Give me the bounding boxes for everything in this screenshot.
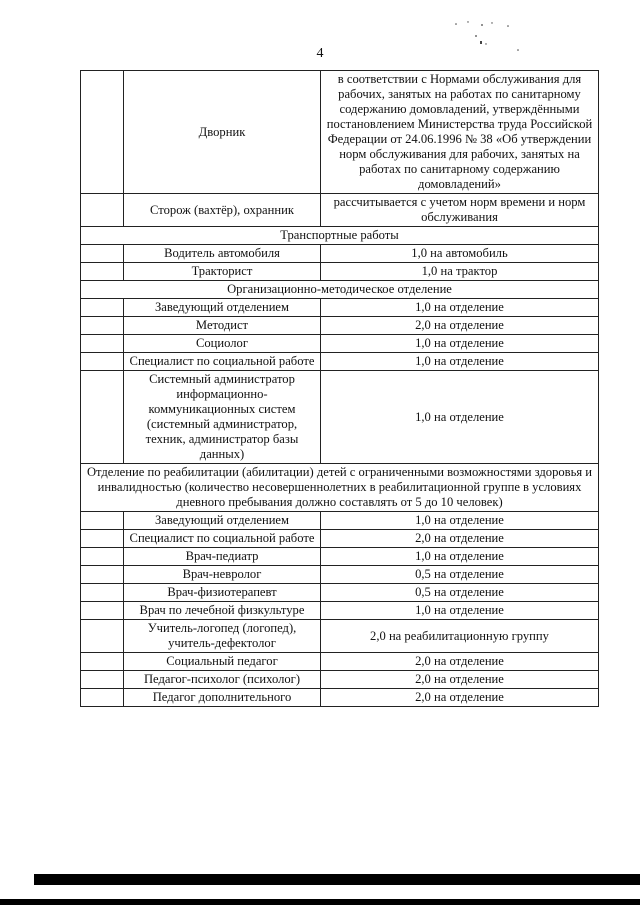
norm-cell: 1,0 на трактор	[321, 263, 599, 281]
row-number-cell	[81, 71, 124, 194]
row-number-cell	[81, 620, 124, 653]
position-cell: Водитель автомобиля	[124, 245, 321, 263]
page-number: 4	[316, 46, 324, 61]
table-row	[81, 653, 599, 671]
norm-cell: 1,0 на отделение	[321, 512, 599, 530]
table-row	[81, 671, 599, 689]
table-row	[81, 353, 599, 371]
norm-cell: 2,0 на реабилитационную группу	[321, 620, 599, 653]
table-section-row	[81, 281, 599, 299]
staffing-norms-table	[80, 70, 599, 707]
position-cell: Системный администратор информационно-коммуникационных систем (системный администратор, техник, администратор базы данных)	[124, 371, 321, 464]
table-row	[81, 689, 599, 707]
table-row	[81, 245, 599, 263]
row-number-cell	[81, 530, 124, 548]
row-number-cell	[81, 353, 124, 371]
scan-edge-bar	[34, 874, 640, 885]
scan-edge-bottom	[0, 899, 640, 905]
table-row	[81, 371, 599, 464]
norm-cell: 1,0 на отделение	[321, 548, 599, 566]
position-cell: Учитель-логопед (логопед), учитель-дефектолог	[124, 620, 321, 653]
row-number-cell	[81, 371, 124, 464]
row-number-cell	[81, 584, 124, 602]
position-cell: Социальный педагог	[124, 653, 321, 671]
row-number-cell	[81, 566, 124, 584]
position-cell: Заведующий отделением	[124, 512, 321, 530]
position-cell: Врач-невролог	[124, 566, 321, 584]
row-number-cell	[81, 548, 124, 566]
table-row	[81, 263, 599, 281]
position-cell: Методист	[124, 317, 321, 335]
scan-noise-marks	[448, 14, 538, 54]
norm-cell: в соответствии с Нормами обслуживания для рабочих, занятых на работах по санитарному содержанию домовладений, утверждёнными постановлением Министерства труда Российской Федерации от 24.06.1996 № 38 «Об утверждении норм обслуживания для рабочих, занятых на работах по санитарному содержанию домовладений»	[321, 71, 599, 194]
row-number-cell	[81, 299, 124, 317]
table-row	[81, 602, 599, 620]
position-cell: Социолог	[124, 335, 321, 353]
table-row	[81, 620, 599, 653]
norm-cell: 1,0 на отделение	[321, 335, 599, 353]
row-number-cell	[81, 602, 124, 620]
norm-cell: 1,0 на автомобиль	[321, 245, 599, 263]
row-number-cell	[81, 263, 124, 281]
norm-cell: 1,0 на отделение	[321, 353, 599, 371]
table-row	[81, 530, 599, 548]
norm-cell: 1,0 на отделение	[321, 602, 599, 620]
position-cell: Врач-педиатр	[124, 548, 321, 566]
row-number-cell	[81, 671, 124, 689]
section-heading: Организационно-методическое отделение	[81, 281, 599, 299]
norm-cell: рассчитывается с учетом норм времени и норм обслуживания	[321, 194, 599, 227]
row-number-cell	[81, 689, 124, 707]
position-cell: Педагог дополнительного	[124, 689, 321, 707]
section-heading: Отделение по реабилитации (абилитации) детей с ограниченными возможностями здоровья и инвалидностью (количество несовершеннолетних в реабилитационной группе в условиях дневного пребывания должно составлять от 5 до 10 человек)	[81, 464, 599, 512]
table-row	[81, 512, 599, 530]
norm-cell: 0,5 на отделение	[321, 584, 599, 602]
position-cell: Заведующий отделением	[124, 299, 321, 317]
norm-cell: 2,0 на отделение	[321, 689, 599, 707]
section-heading: Транспортные работы	[81, 227, 599, 245]
norm-cell: 1,0 на отделение	[321, 299, 599, 317]
norm-cell: 2,0 на отделение	[321, 317, 599, 335]
table-row	[81, 71, 599, 194]
row-number-cell	[81, 512, 124, 530]
table-section-row	[81, 464, 599, 512]
norm-cell: 2,0 на отделение	[321, 530, 599, 548]
norm-cell: 0,5 на отделение	[321, 566, 599, 584]
table-row	[81, 566, 599, 584]
position-cell: Педагог-психолог (психолог)	[124, 671, 321, 689]
table-row	[81, 299, 599, 317]
table-row	[81, 194, 599, 227]
row-number-cell	[81, 245, 124, 263]
position-cell: Тракторист	[124, 263, 321, 281]
norm-cell: 2,0 на отделение	[321, 671, 599, 689]
norm-cell: 2,0 на отделение	[321, 653, 599, 671]
table-row	[81, 548, 599, 566]
table-row	[81, 584, 599, 602]
table-row	[81, 317, 599, 335]
row-number-cell	[81, 335, 124, 353]
row-number-cell	[81, 653, 124, 671]
position-cell: Врач по лечебной физкультуре	[124, 602, 321, 620]
position-cell: Специалист по социальной работе	[124, 353, 321, 371]
row-number-cell	[81, 317, 124, 335]
position-cell: Врач-физиотерапевт	[124, 584, 321, 602]
position-cell: Дворник	[124, 71, 321, 194]
row-number-cell	[81, 194, 124, 227]
norm-cell: 1,0 на отделение	[321, 371, 599, 464]
table-row	[81, 335, 599, 353]
table-section-row	[81, 227, 599, 245]
position-cell: Сторож (вахтёр), охранник	[124, 194, 321, 227]
position-cell: Специалист по социальной работе	[124, 530, 321, 548]
